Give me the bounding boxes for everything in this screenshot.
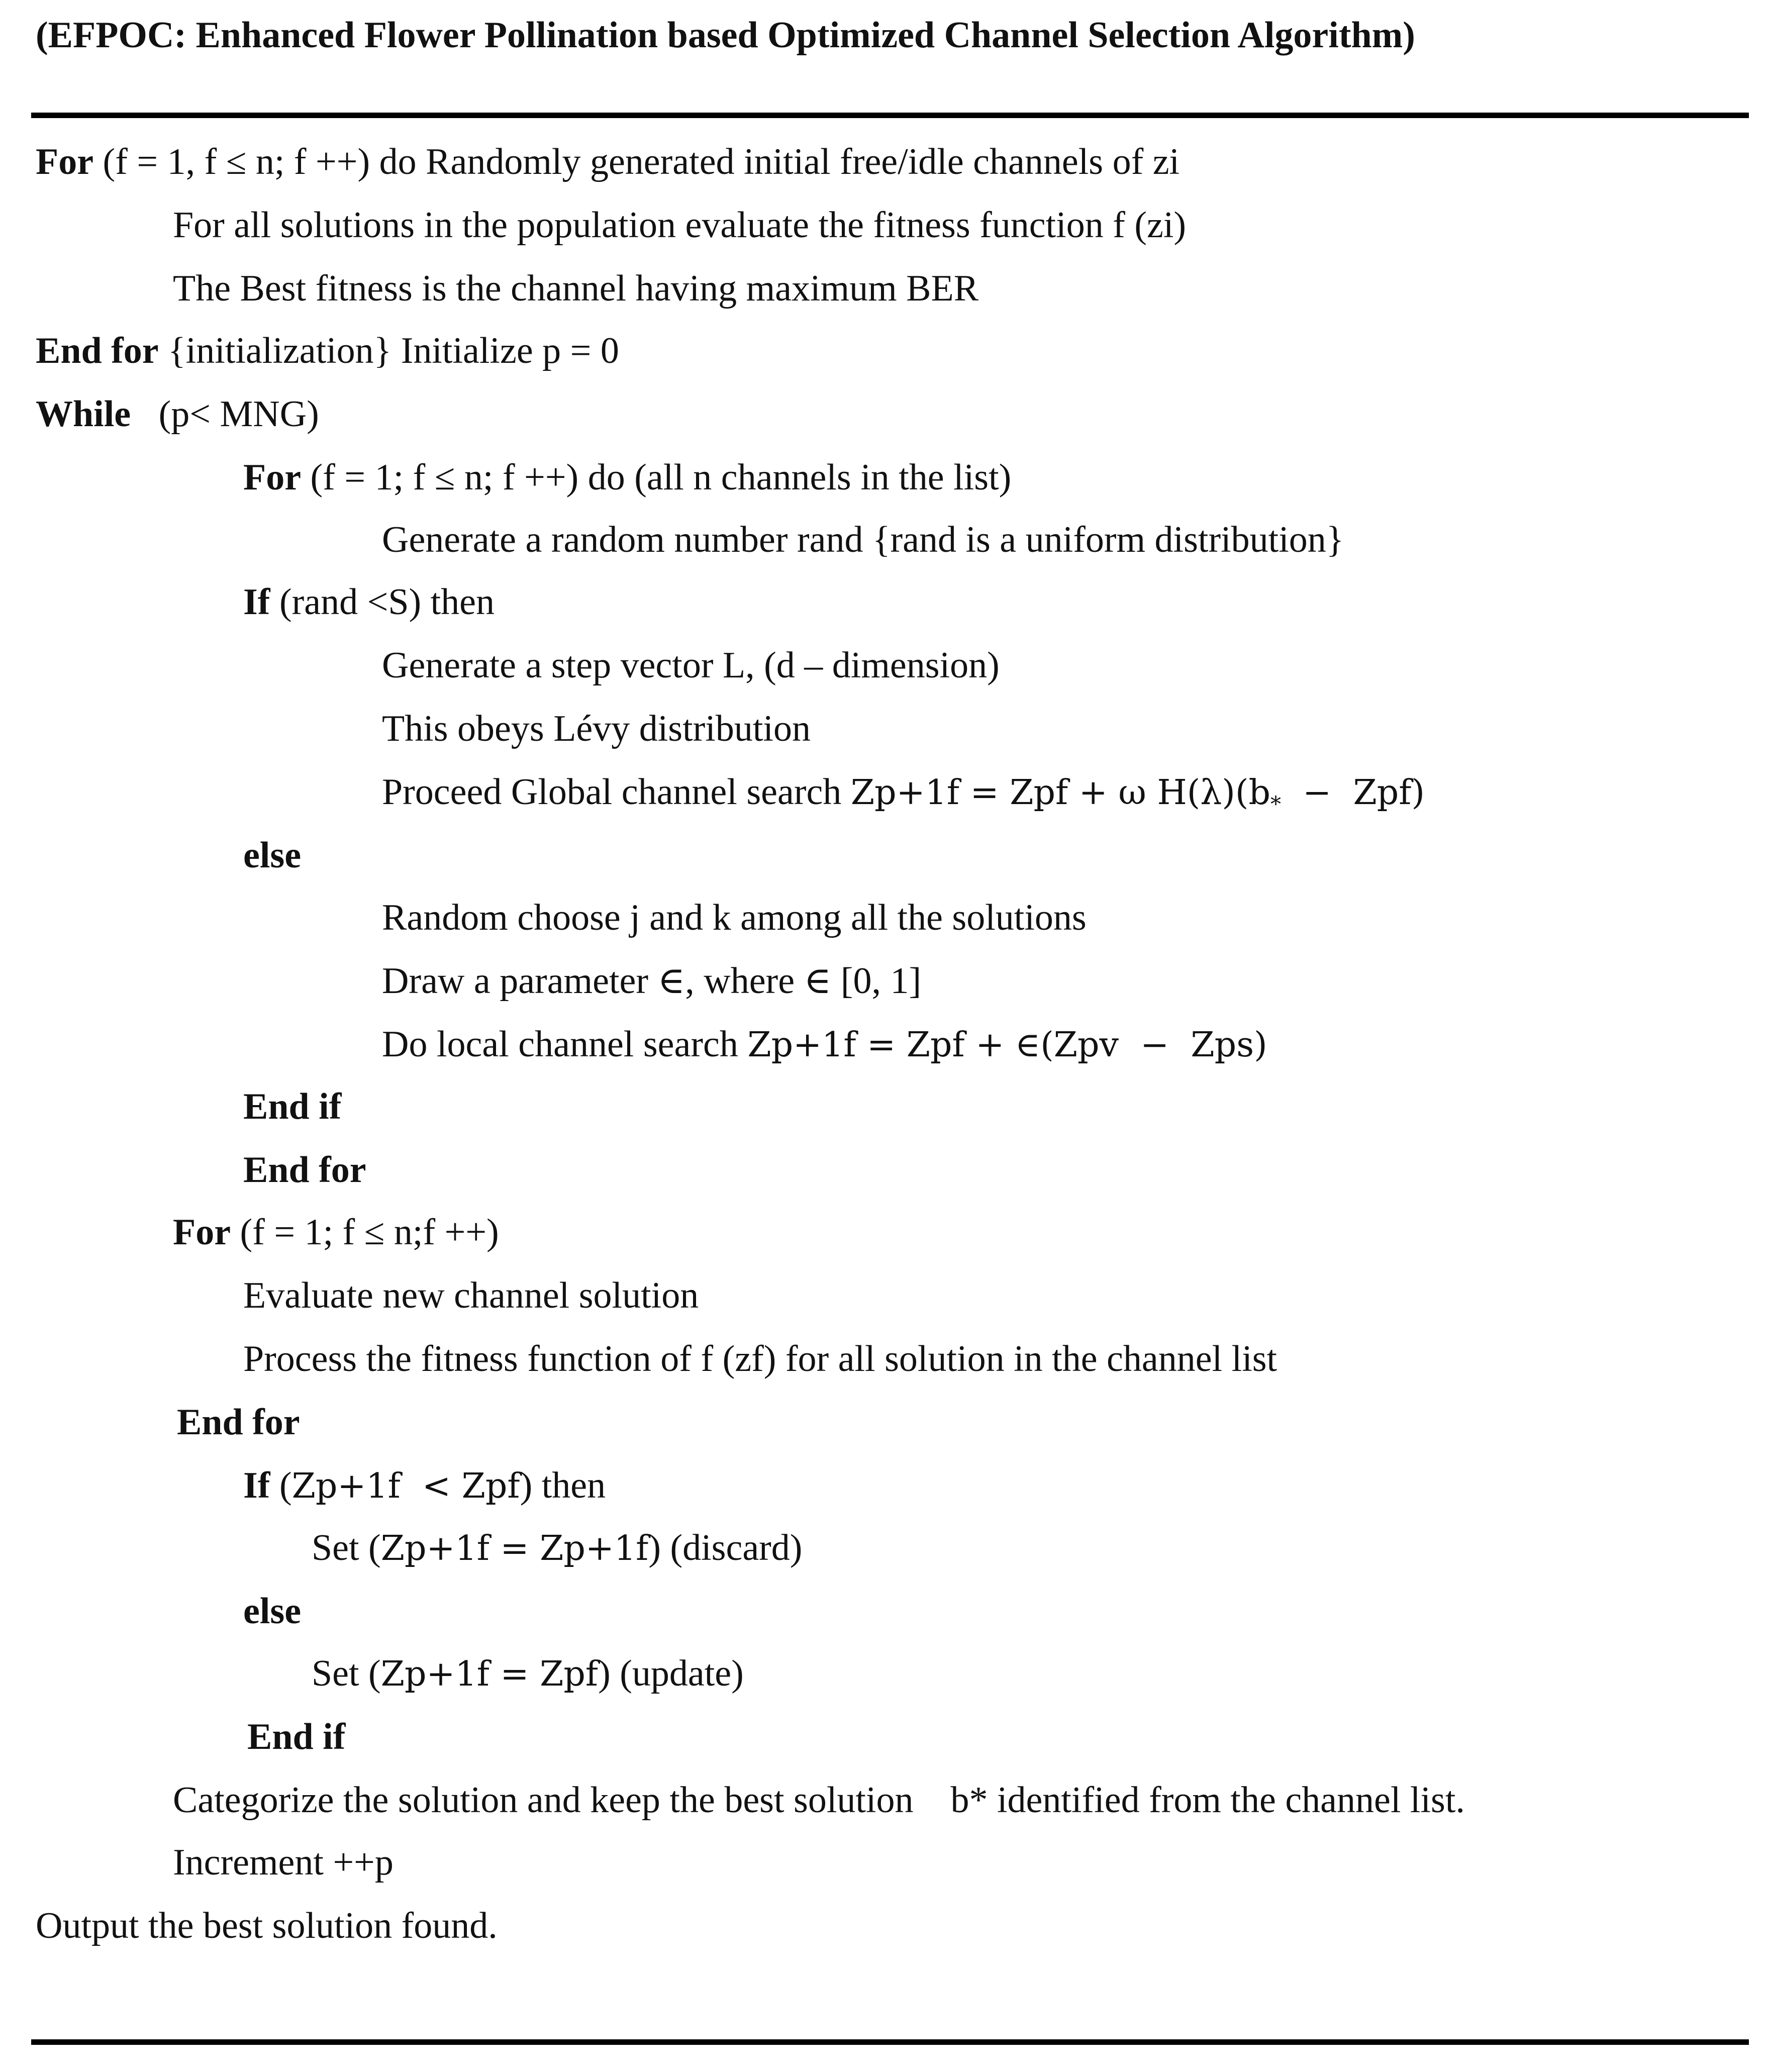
pseudo-line-8: [243, 583, 495, 621]
keyword: End if: [243, 1086, 342, 1127]
line-text: Categorize the solution and keep the best solution b* identified from the channel list.: [173, 1780, 1465, 1821]
pseudo-line-26: [247, 1718, 345, 1755]
pseudo-line-28: [173, 1844, 394, 1881]
set-update-equation: Zp+1f = Zpf: [380, 1654, 599, 1694]
top-rule: [31, 113, 1749, 118]
bottom-rule: [31, 2039, 1749, 2045]
pseudo-line-7: [382, 521, 1344, 558]
pseudo-line-24: [243, 1593, 301, 1630]
keyword: End for: [36, 330, 159, 371]
keyword: While: [36, 393, 131, 435]
keyword: For: [243, 457, 302, 498]
line-text: (f = 1; f ≤ n; f ++) do (all n channels in the list): [301, 457, 1012, 498]
pseudo-line-1: [36, 143, 1179, 180]
pseudo-line-11-global-search: [382, 771, 1425, 817]
pseudo-line-27: [173, 1782, 1465, 1819]
pseudo-line-20: [243, 1340, 1277, 1377]
keyword: If: [243, 1465, 270, 1506]
line-text: Random choose j and k among all the solutions: [382, 897, 1087, 938]
if-condition-equation: Zp+1f < Zpf: [291, 1466, 520, 1506]
line-text: (p< MNG): [131, 393, 319, 435]
pseudo-line-15-local-search: [382, 1026, 1267, 1063]
pseudo-line-6: [243, 459, 1011, 496]
keyword: For: [36, 141, 94, 182]
keyword: End for: [177, 1402, 300, 1443]
keyword: If: [243, 581, 270, 623]
local-search-equation: Zp+1f = Zpf + ∈(Zpv − Zps): [747, 1025, 1267, 1065]
pseudo-line-2: [173, 207, 1186, 244]
pseudo-line-9: [382, 647, 1000, 684]
pseudo-line-29: [36, 1907, 498, 1944]
line-text: The Best fitness is the channel having maximum BER: [173, 268, 979, 309]
line-text: Increment ++p: [173, 1842, 394, 1883]
keyword: For: [173, 1212, 231, 1253]
line-text: Do local channel search: [382, 1024, 748, 1065]
keyword: else: [243, 1591, 302, 1632]
pseudo-line-21: [177, 1404, 300, 1441]
line-text: (f = 1, f ≤ n; f ++) do Randomly generated initial free/idle channels of zi: [93, 141, 1180, 182]
keyword: End for: [243, 1149, 366, 1191]
line-text: (f = 1; f ≤ n;f ++): [231, 1212, 499, 1253]
global-search-equation: Zp+1f = Zpf + ω $H(\lambda)(b_* - Zpf)$: [850, 773, 1425, 817]
line-text: {initialization} Initialize p = 0: [158, 330, 619, 371]
line-text: Draw a parameter ∈, where ∈ [0, 1]: [382, 960, 922, 1002]
pseudo-line-5: [36, 393, 319, 435]
set-discard-equation: Zp+1f = Zp+1f: [380, 1529, 649, 1568]
pseudo-line-12: [243, 837, 301, 874]
pseudo-line-19: [243, 1277, 699, 1314]
pseudo-line-25-set-update: Set (Zp+1f = Zpf) (update): [312, 1653, 744, 1694]
line-text: Process the fitness function of f (zf) for all solution in the channel list: [243, 1338, 1277, 1379]
keyword: else: [243, 835, 302, 876]
pseudo-line-23-set-discard: Set (Zp+1f = Zp+1f) (discard): [312, 1527, 803, 1568]
line-text: For all solutions in the population evaluate the fitness function f (zi): [173, 205, 1187, 246]
pseudo-line-22-if-condition: If (Zp+1f < Zpf) then: [243, 1465, 606, 1506]
line-text: Proceed Global channel search: [382, 771, 851, 813]
line-text: Generate a random number rand {rand is a uniform distribution}: [382, 519, 1344, 560]
line-text: This obeys Lévy distribution: [382, 708, 811, 749]
pseudo-line-3: [173, 270, 978, 307]
pseudo-line-16: [243, 1088, 341, 1125]
pseudo-line-17: [243, 1151, 366, 1189]
algorithm-title: (EFPOC: Enhanced Flower Pollination based Optimized Channel Selection Algorithm): [36, 15, 1415, 56]
line-text: Output the best solution found.: [36, 1905, 498, 1946]
keyword: End if: [247, 1716, 346, 1757]
line-text: (rand <S) then: [270, 581, 495, 623]
line-text: Evaluate new channel solution: [243, 1275, 699, 1316]
pseudo-line-18: [173, 1214, 499, 1251]
pseudo-line-14: [382, 962, 921, 1000]
pseudo-line-4: [36, 332, 619, 369]
line-text: Generate a step vector L, (d – dimension): [382, 645, 1000, 686]
pseudo-line-10: [382, 710, 811, 747]
pseudo-line-13: [382, 899, 1087, 936]
